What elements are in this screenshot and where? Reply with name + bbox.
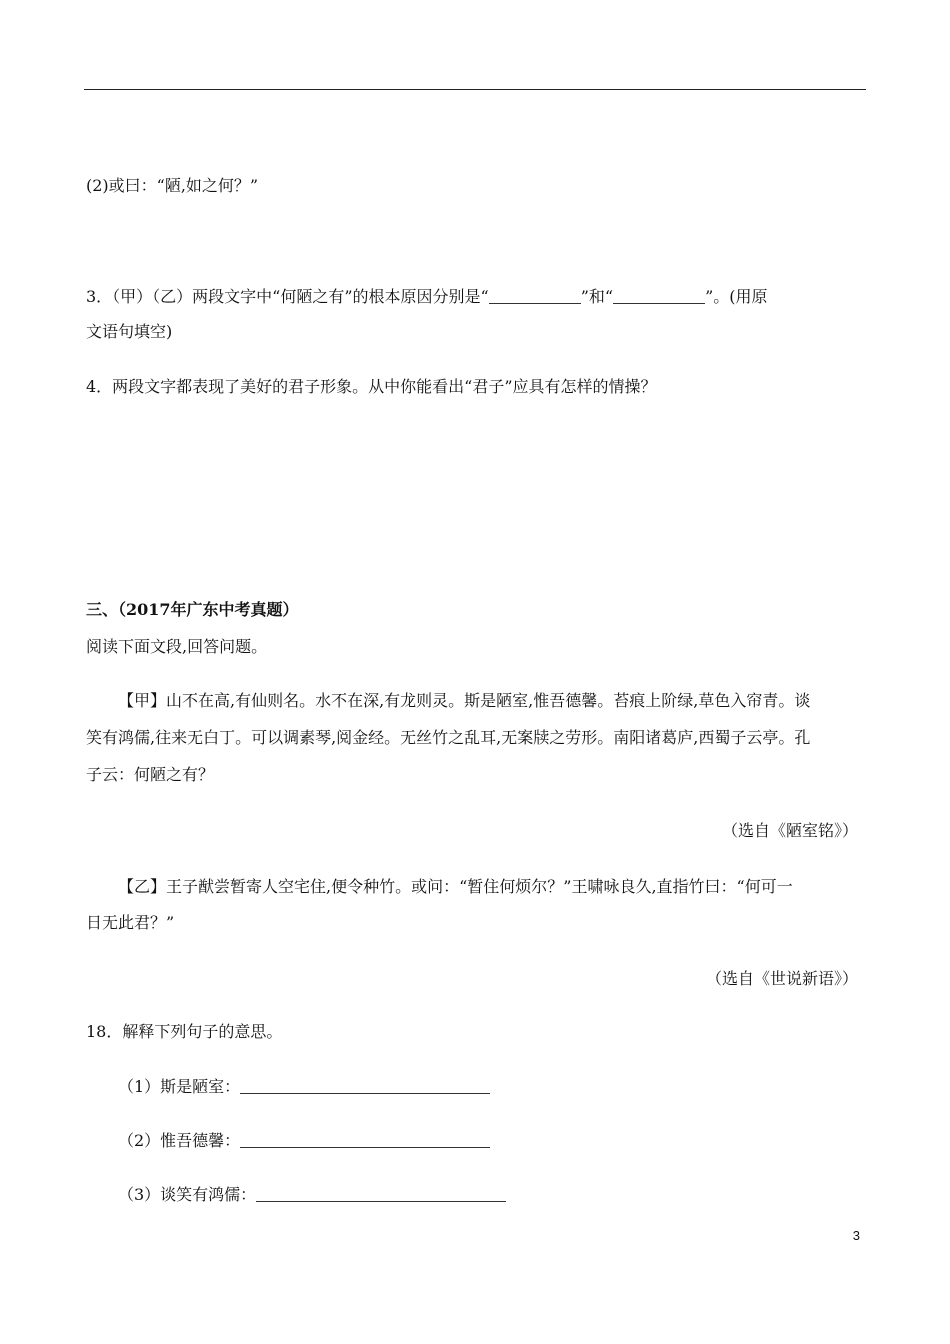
question-4: 4．两段文字都表现了美好的君子形象。从中你能看出“君子”应具有怎样的情操？ xyxy=(86,377,657,396)
passage-jia-line-1: 【甲】山不在高,有仙则名。水不在深,有龙则灵。斯是陋室,惟吾德馨。苔痕上阶绿,草色入帘青。谈 xyxy=(118,691,811,710)
answer-line-1[interactable] xyxy=(240,1077,490,1094)
passage-jia-line-2: 笑有鸿儒,往来无白丁。可以调素琴,阅金经。无丝竹之乱耳,无案牍之劳形。南阳诸葛庐,西蜀子云亭。孔 xyxy=(86,728,811,747)
section-3-heading: 三、（2017年广东中考真题） xyxy=(86,600,299,619)
answer-blank-1[interactable] xyxy=(489,287,581,304)
passage-jia-source: （选自《陋室铭》） xyxy=(721,821,858,840)
question-18-item-2-label: （2）惟吾德馨： xyxy=(118,1131,241,1150)
page-number: 3 xyxy=(852,1228,860,1243)
question-3 xyxy=(86,286,768,308)
question-18-item-1-label: （1）斯是陋室： xyxy=(118,1077,241,1096)
question-3-prefix: 3．（甲）（乙）两段文字中“何陋之有”的根本原因分别是“ xyxy=(86,287,489,306)
question-3-line-2: 文语句填空) xyxy=(86,322,173,341)
question-18-item-2 xyxy=(118,1130,490,1152)
question-3-suffix: ”。(用原 xyxy=(705,287,768,306)
header-rule xyxy=(84,89,866,90)
answer-line-2[interactable] xyxy=(240,1131,490,1148)
passage-yi-source: （选自《世说新语》） xyxy=(705,969,858,988)
section-3-instruction: 阅读下面文段,回答问题。 xyxy=(86,637,268,656)
question-2-item-2: (2)或曰：“陋,如之何？” xyxy=(86,176,259,195)
question-18-item-3-label: （3）谈笑有鸿儒： xyxy=(118,1185,257,1204)
answer-line-3[interactable] xyxy=(256,1185,506,1202)
question-3-middle: ”和“ xyxy=(580,287,614,306)
passage-jia-line-3: 子云：何陋之有？ xyxy=(86,765,215,784)
question-18-item-1 xyxy=(118,1076,490,1098)
answer-blank-2[interactable] xyxy=(613,287,705,304)
question-18-prompt: 18．解释下列句子的意思。 xyxy=(86,1022,283,1041)
passage-yi-line-2: 日无此君？” xyxy=(86,913,175,932)
passage-yi-line-1: 【乙】王子猷尝暂寄人空宅住,便令种竹。或问：“暂住何烦尔？”王啸咏良久,直指竹曰：“何可一 xyxy=(118,877,793,896)
question-18-item-3 xyxy=(118,1184,506,1206)
